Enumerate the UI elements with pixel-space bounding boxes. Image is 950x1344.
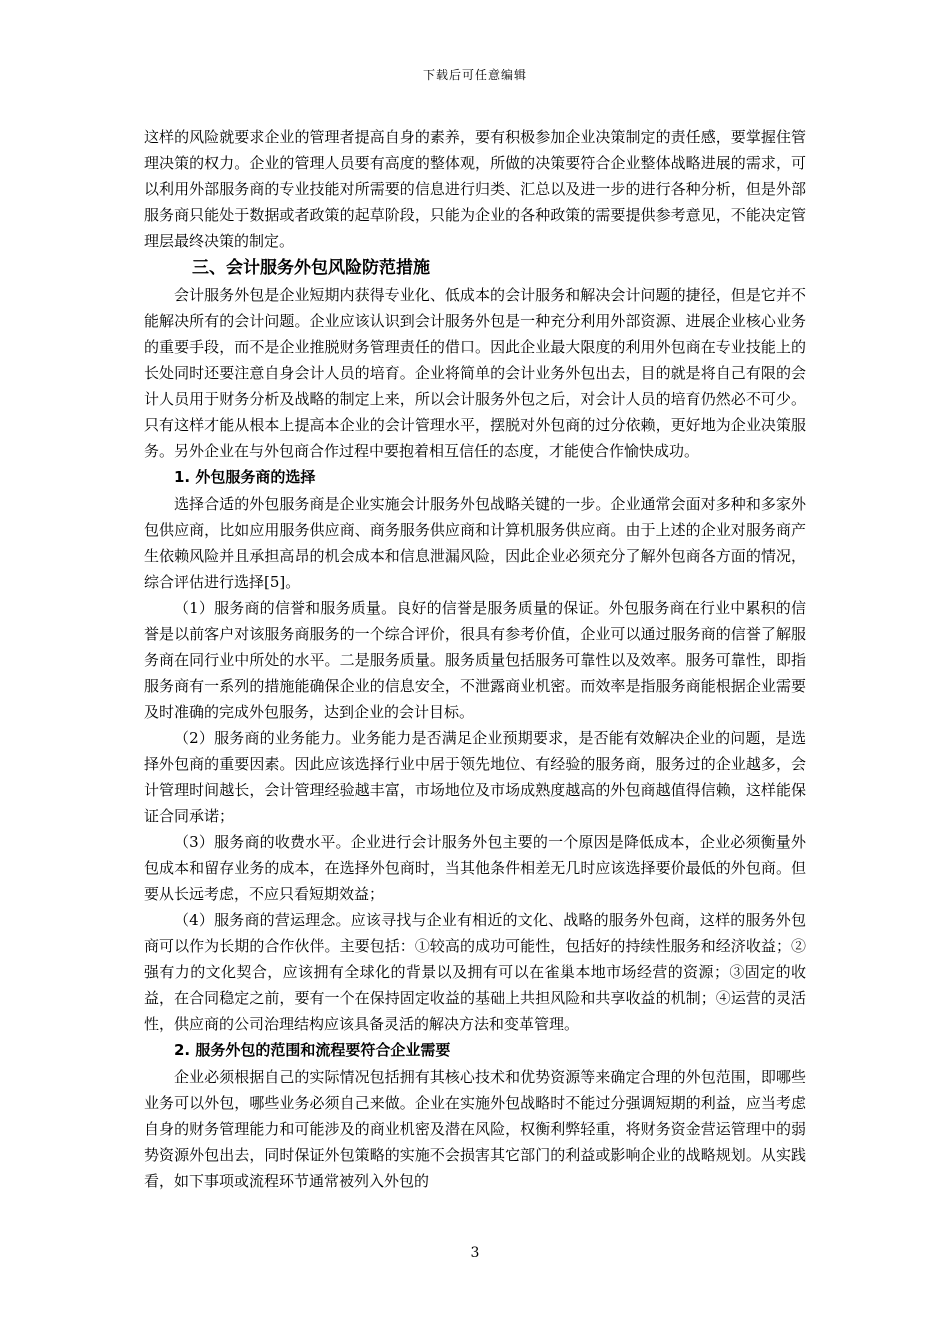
- paragraph: （2）服务商的业务能力。业务能力是否满足企业预期要求，是否能有效解决企业的问题，是选择外包商的重要因素。因此应该选择行业中居于领先地位、有经验的服务商，服务过的企业越多，会计管理时间越长，会计管理经验越丰富，市场地位及市场成熟度越高的外包商越值得信赖，这样能保证合同承诺；: [144, 729, 806, 825]
- subsection-heading: 2. 服务外包的范围和流程要符合企业需要: [174, 1041, 451, 1059]
- document-body: [144, 124, 806, 1194]
- paragraph: 会计服务外包是企业短期内获得专业化、低成本的会计服务和解决会计问题的捷径，但是它并不能解决所有的会计问题。企业应该认识到会计服务外包是一种充分利用外部资源、进展企业核心业务的重要手段，而不是企业推脱财务管理责任的借口。因此企业最大限度的利用外包商在专业技能上的长处同时还要注意自身会计人员的培育。企业将简单的会计业务外包出去，目的就是将自己有限的会计人员用于财务分析及战略的制定上来，所以会计服务外包之后，对会计人员的培育仍然必不可少。只有这样才能从根本上提高本企业的会计管理水平，摆脱对外包商的过分依赖，更好地为企业决策服务。另外企业在与外包商合作过程中要抱着相互信任的态度，才能使合作愉快成功。: [144, 286, 806, 460]
- paragraph: 企业必须根据自己的实际情况包括拥有其核心技术和优势资源等来确定合理的外包范围，即哪些业务可以外包，哪些业务必须自己来做。企业在实施外包战略时不能过分强调短期的利益，应当考虑自身的财务管理能力和可能涉及的商业机密及潜在风险，权衡利弊轻重，将财务资金营运管理中的弱势资源外包出去，同时保证外包策略的实施不会损害其它部门的利益或影响企业的战略规划。从实践看，如下事项或流程环节通常被列入外包的: [144, 1068, 806, 1190]
- paragraph: （3）服务商的收费水平。企业进行会计服务外包主要的一个原因是降低成本，企业必须衡量外包成本和留存业务的成本，在选择外包商时，当其他条件相差无几时应该选择要价最低的外包商。但要从长远考虑，不应只看短期效益；: [144, 833, 806, 903]
- paragraph: 选择合适的外包服务商是企业实施会计服务外包战略关键的一步。企业通常会面对多种和多家外包供应商，比如应用服务供应商、商务服务供应商和计算机服务供应商。由于上述的企业对服务商产生依赖风险并且承担高昂的机会成本和信息泄漏风险，因此企业必须充分了解外包商各方面的情况，综合评估进行选择[5]。: [144, 495, 806, 591]
- subsection-heading: 1. 外包服务商的选择: [174, 468, 316, 486]
- section-heading: 三、会计服务外包风险防范措施: [192, 258, 430, 278]
- paragraph: （4）服务商的营运理念。应该寻找与企业有相近的文化、战略的服务外包商，这样的服务外包商可以作为长期的合作伙伴。主要包括：①较高的成功可能性，包括好的持续性服务和经济收益；②强有力的文化契合，应该拥有全球化的背景以及拥有可以在雀巢本地市场经营的资源；③固定的收益，在合同稳定之前，要有一个在保持固定收益的基础上共担风险和共享收益的机制；④运营的灵活性，供应商的公司治理结构应该具备灵活的解决方法和变革管理。: [144, 911, 806, 1033]
- paragraph: （1）服务商的信誉和服务质量。良好的信誉是服务质量的保证。外包服务商在行业中累积的信誉是以前客户对该服务商服务的一个综合评价，很具有参考价值，企业可以通过服务商的信誉了解服务商在同行业中所处的水平。二是服务质量。服务质量包括服务可靠性以及效率。服务可靠性，即指服务商有一系列的措施能确保企业的信息安全，不泄露商业机密。而效率是指服务商能根据企业需要及时准确的完成外包服务，达到企业的会计目标。: [144, 599, 806, 721]
- paragraph: 这样的风险就要求企业的管理者提高自身的素养，要有积极参加企业决策制定的责任感，要掌握住管理决策的权力。企业的管理人员要有高度的整体观，所做的决策要符合企业整体战略进展的需求，可以利用外部服务商的专业技能对所需要的信息进行归类、汇总以及进一步的进行各种分析，但是外部服务商只能处于数据或者政策的起草阶段，只能为企业的各种政策的需要提供参考意见，不能决定管理层最终决策的制定。: [144, 128, 806, 250]
- page-number: 3: [470, 1245, 480, 1261]
- page-header: 下载后可任意编辑: [422, 68, 527, 82]
